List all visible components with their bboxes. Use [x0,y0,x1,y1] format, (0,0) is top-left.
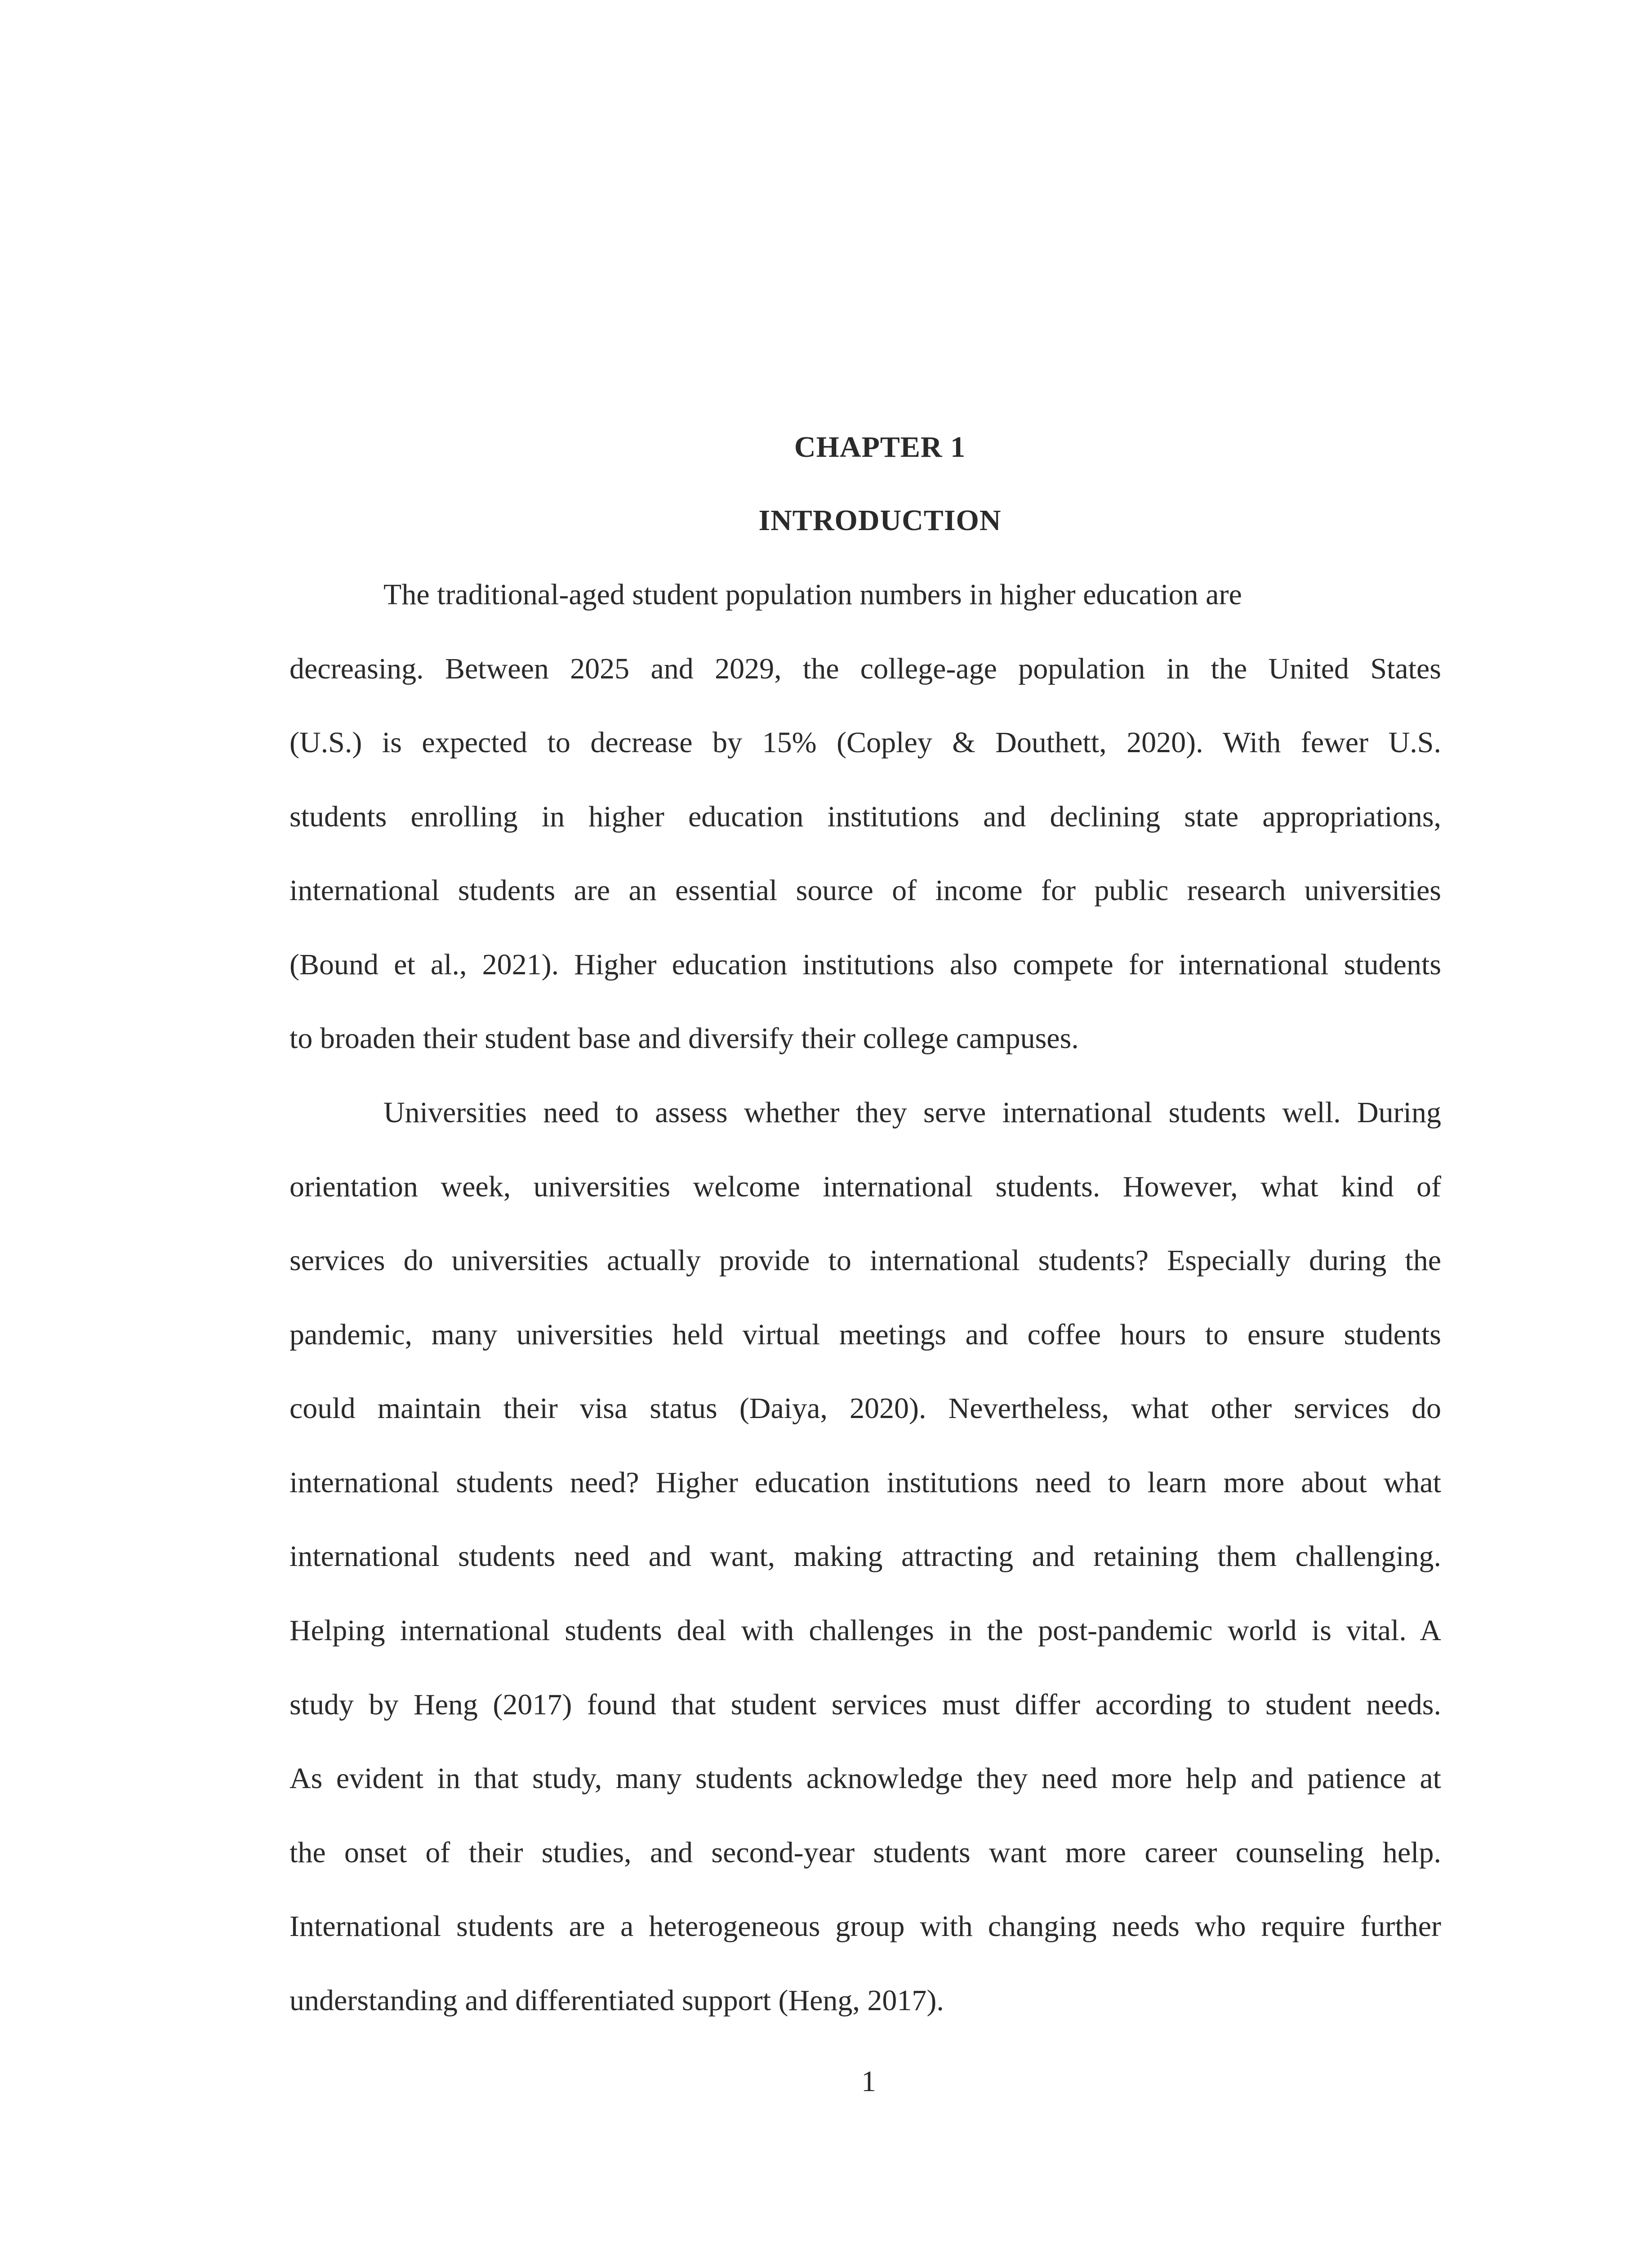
paragraph-1-line: to broaden their student base and diversify their college campuses. [289,1022,1079,1055]
paragraph-2-line: could maintain their visa status (Daiya, 2020). Nevertheless, what other services do [289,1392,1441,1425]
paragraph-1-line: international students are an essential source of income for public research universities [289,874,1441,907]
paragraph-1-line: (U.S.) is expected to decrease by 15% (Copley & Douthett, 2020). With fewer U.S. [289,726,1441,759]
paragraph-2-line: the onset of their studies, and second-year students want more career counseling help. [289,1836,1441,1869]
chapter-label: CHAPTER 1 [794,431,966,464]
page-number: 1 [861,2065,876,2098]
paragraph-2-line: international students need and want, making attracting and retaining them challenging. [289,1540,1441,1573]
paragraph-2-line: pandemic, many universities held virtual meetings and coffee hours to ensure students [289,1318,1441,1351]
paragraph-2-line: Helping international students deal with challenges in the post-pandemic world is vital. A [289,1614,1441,1647]
paragraph-1-line: students enrolling in higher education institutions and declining state appropriations, [289,800,1441,833]
paragraph-2-line: understanding and differentiated support (Heng, 2017). [289,1984,944,2017]
paragraph-2-line: study by Heng (2017) found that student services must differ according to student needs. [289,1688,1441,1721]
paragraph-2-line: Universities need to assess whether they serve international students well. During [383,1096,1441,1129]
paragraph-1-line: decreasing. Between 2025 and 2029, the college-age population in the United States [289,652,1441,685]
paragraph-2-line: international students need? Higher education institutions need to learn more about what [289,1466,1441,1499]
paragraph-2-line: International students are a heterogeneous group with changing needs who require further [289,1910,1441,1943]
paragraph-2-line: As evident in that study, many students acknowledge they need more help and patience at [289,1762,1441,1795]
paragraph-2-line: services do universities actually provide to international students? Especially during the [289,1244,1441,1277]
paragraph-1-line: The traditional-aged student population numbers in higher education are [383,578,1242,611]
section-title: INTRODUCTION [758,504,1002,537]
paragraph-1-line: (Bound et al., 2021). Higher education institutions also compete for international students [289,948,1441,981]
paragraph-2-line: orientation week, universities welcome international students. However, what kind of [289,1170,1441,1203]
